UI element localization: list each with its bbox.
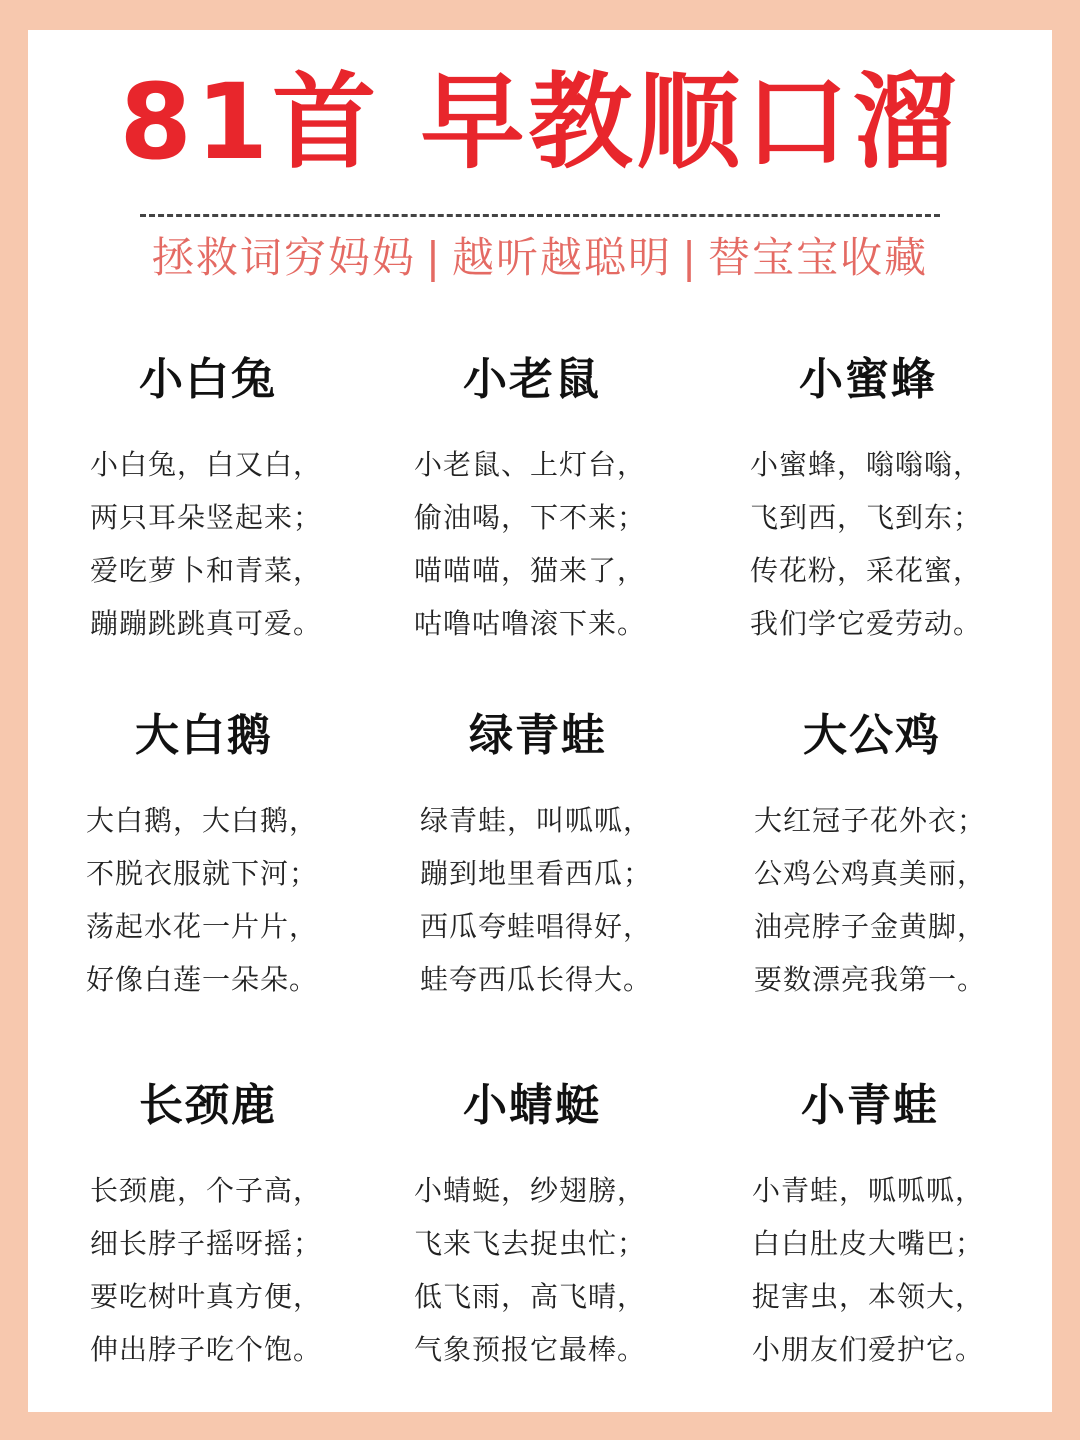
poem-card [722, 710, 1022, 1006]
poem-line: 不脱衣服就下河； [86, 857, 319, 890]
poem-line: 小蜻蜓，纱翅膀， [414, 1174, 647, 1207]
poem-line: 爱吃萝卜和青菜， [90, 554, 323, 587]
poem-card [58, 1080, 358, 1376]
poem-title: 小蜻蜓 [463, 1080, 601, 1131]
poem-card [718, 354, 1018, 650]
poem-title: 大白鹅 [135, 710, 273, 761]
poem-line: 小青蛙，呱呱呱， [752, 1174, 985, 1207]
subtitle-separator: | [682, 233, 699, 282]
poem-line: 小老鼠、上灯台， [414, 448, 647, 481]
poem-line: 偷油喝，下不来； [414, 501, 647, 534]
poem-line: 咕噜咕噜滚下来。 [414, 607, 647, 640]
poem-line: 气象预报它最棒。 [414, 1333, 647, 1366]
poem-line: 绿青蛙，叫呱呱， [420, 804, 653, 837]
poem-card [58, 354, 358, 650]
poem-line: 要吃树叶真方便， [90, 1280, 323, 1313]
poem-line: 细长脖子摇呀摇； [90, 1227, 323, 1260]
poem-line: 小朋友们爱护它。 [752, 1333, 985, 1366]
poem-title: 长颈鹿 [139, 1080, 277, 1131]
poem-line: 两只耳朵竖起来； [90, 501, 323, 534]
subtitle-separator: | [425, 233, 442, 282]
poem-line: 西瓜夸蛙唱得好， [420, 910, 653, 943]
poem-line: 传花粉，采花蜜， [750, 554, 983, 587]
poem-card [720, 1080, 1020, 1376]
subtitle-part-3: 替宝宝收藏 [708, 233, 929, 282]
poem-title: 小蜜蜂 [799, 354, 937, 405]
poem-line: 大白鹅，大白鹅， [86, 804, 319, 837]
poem-line: 飞到西，飞到东； [750, 501, 983, 534]
poem-line: 荡起水花一片片， [86, 910, 319, 943]
poem-line: 捉害虫，本领大， [752, 1280, 985, 1313]
poem-line: 小白兔，白又白， [90, 448, 323, 481]
subtitle [0, 228, 1080, 288]
poem-title: 绿青蛙 [469, 710, 607, 761]
poem-card [54, 710, 354, 1006]
subtitle-part-2: 越听越聪明 [451, 233, 672, 282]
poem-line: 好像白莲一朵朵。 [86, 963, 319, 996]
poem-title: 小白兔 [139, 354, 277, 405]
poem-line: 低飞雨，高飞晴， [414, 1280, 647, 1313]
poem-line: 油亮脖子金黄脚， [754, 910, 987, 943]
poem-line: 长颈鹿，个子高， [90, 1174, 323, 1207]
poem-line: 大红冠子花外衣； [754, 804, 987, 837]
dashed-divider [140, 214, 940, 217]
poem-line: 伸出脖子吃个饱。 [90, 1333, 323, 1366]
poem-line: 我们学它爱劳动。 [750, 607, 983, 640]
poem-title: 大公鸡 [803, 710, 941, 761]
poem-line: 蛙夸西瓜长得大。 [420, 963, 653, 996]
poem-line: 蹦到地里看西瓜； [420, 857, 653, 890]
poem-card [388, 710, 688, 1006]
poem-title: 小青蛙 [801, 1080, 939, 1131]
poem-line: 公鸡公鸡真美丽， [754, 857, 987, 890]
subtitle-part-1: 拯救词穷妈妈 [151, 233, 416, 282]
poem-line: 白白肚皮大嘴巴； [752, 1227, 985, 1260]
poem-line: 飞来飞去捉虫忙； [414, 1227, 647, 1260]
page-title: 81首 早教顺口溜 [119, 61, 961, 183]
poem-line: 蹦蹦跳跳真可爱。 [90, 607, 323, 640]
poem-card [382, 1080, 682, 1376]
poem-line: 小蜜蜂，嗡嗡嗡， [750, 448, 983, 481]
poem-line: 喵喵喵，猫来了， [414, 554, 647, 587]
poem-title: 小老鼠 [463, 354, 601, 405]
poem-line: 要数漂亮我第一。 [754, 963, 987, 996]
poem-card [382, 354, 682, 650]
